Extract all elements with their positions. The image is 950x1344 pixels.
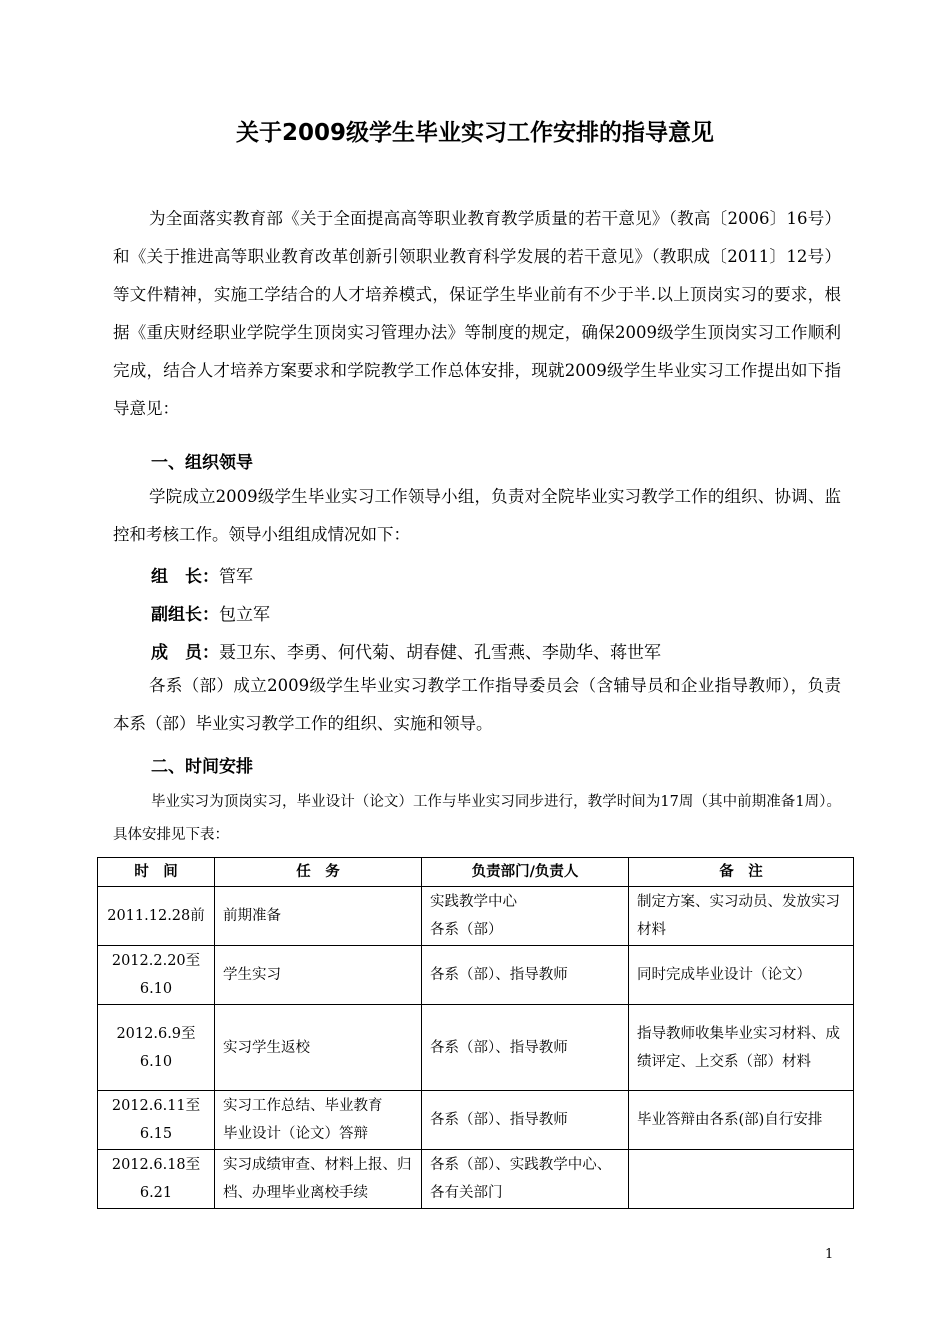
cell-dept: 各系（部）、指导教师: [422, 1091, 629, 1150]
header-time: 时 间: [98, 858, 215, 887]
cell-time: 2012.6.18至6.21: [98, 1150, 215, 1209]
cell-note: 毕业答辩由各系(部)自行安排: [629, 1091, 854, 1150]
table-row: [98, 946, 854, 1005]
cell-dept-text: 实践教学中心 各系（部）: [430, 894, 517, 938]
leader-label: 组 长：: [151, 567, 219, 587]
cell-task: 学生实习: [215, 946, 422, 1005]
cell-task: 实习学生返校: [215, 1005, 422, 1091]
table-row: [98, 1005, 854, 1091]
header-task: 任 务: [215, 858, 422, 887]
vice-leader-label: 副组长：: [151, 605, 219, 625]
members-line: [151, 638, 661, 663]
leader-line: [151, 562, 253, 587]
table-row: [98, 887, 854, 946]
cell-note: [629, 1150, 854, 1209]
header-dept: 负责部门/负责人: [422, 858, 629, 887]
cell-note: 制定方案、实习动员、发放实习材料: [629, 887, 854, 946]
cell-time: 2012.6.11至6.15: [98, 1091, 215, 1150]
vice-leader-line: [151, 600, 270, 625]
page-number: 1: [825, 1247, 834, 1262]
intro-paragraph: 为全面落实教育部《关于全面提高高等职业教育教学质量的若干意见》（教高〔2006〕16号）和《关于推进高等职业教育改革创新引领职业教育科学发展的若干意见》（教职成〔2011〕12号）等文件精神，实施工学结合的人才培养模式，保证学生毕业前有不少于半.以上顶岗实习的要求，根据《重庆财经职业学院学生顶岗实习管理办法》等制度的规定，确保2009级学生顶岗实习工作顺利完成，结合人才培养方案要求和学院教学工作总体安排，现就2009级学生毕业实习工作提出如下指导意见：: [113, 209, 841, 418]
cell-time: 2012.6.9至6.10: [98, 1005, 215, 1091]
cell-task: 实习成绩审查、材料上报、归档、办理毕业离校手续: [215, 1150, 422, 1209]
cell-task: 前期准备: [215, 887, 422, 946]
department-paragraph: 各系（部）成立2009级学生毕业实习教学工作指导委员会（含辅导员和企业指导教师），负责本系（部）毕业实习教学工作的组织、实施和领导。: [113, 676, 841, 733]
cell-task: [215, 1091, 422, 1150]
document-title: 关于2009级学生毕业实习工作安排的指导意见: [235, 120, 714, 146]
cell-dept: [422, 887, 629, 946]
schedule-paragraph: 毕业实习为顶岗实习，毕业设计（论文）工作与毕业实习同步进行，教学时间为17周（其中前期准备1周）。具体安排见下表：: [113, 794, 841, 843]
cell-note: 指导教师收集毕业实习材料、成绩评定、上交系（部）材料: [629, 1005, 854, 1091]
cell-time: 2012.2.20至6.10: [98, 946, 215, 1005]
schedule-table: [97, 857, 854, 1209]
vice-leader-name: 包立军: [219, 605, 270, 625]
members-label: 成 员：: [151, 643, 219, 663]
cell-note: 同时完成毕业设计（论文）: [629, 946, 854, 1005]
cell-dept: 各系（部）、实践教学中心、各有关部门: [422, 1150, 629, 1209]
section-heading-schedule: 二、时间安排: [151, 757, 253, 777]
cell-task-text: 实习工作总结、毕业教育 毕业设计（论文）答辩: [223, 1098, 383, 1142]
table-row: [98, 1150, 854, 1209]
cell-time: 2011.12.28前: [98, 887, 215, 946]
section-heading-organization: 一、组织领导: [151, 453, 253, 473]
table-row: [98, 1091, 854, 1150]
header-note: 备 注: [629, 858, 854, 887]
members-names: 聂卫东、李勇、何代菊、胡春健、孔雪燕、李勋华、蒋世军: [219, 643, 661, 663]
cell-dept: 各系（部）、指导教师: [422, 1005, 629, 1091]
table-header-row: [98, 858, 854, 887]
cell-dept: 各系（部）、指导教师: [422, 946, 629, 1005]
organization-paragraph: 学院成立2009级学生毕业实习工作领导小组，负责对全院毕业实习教学工作的组织、协调、监控和考核工作。领导小组组成情况如下：: [113, 487, 841, 544]
leader-name: 管军: [219, 567, 253, 587]
